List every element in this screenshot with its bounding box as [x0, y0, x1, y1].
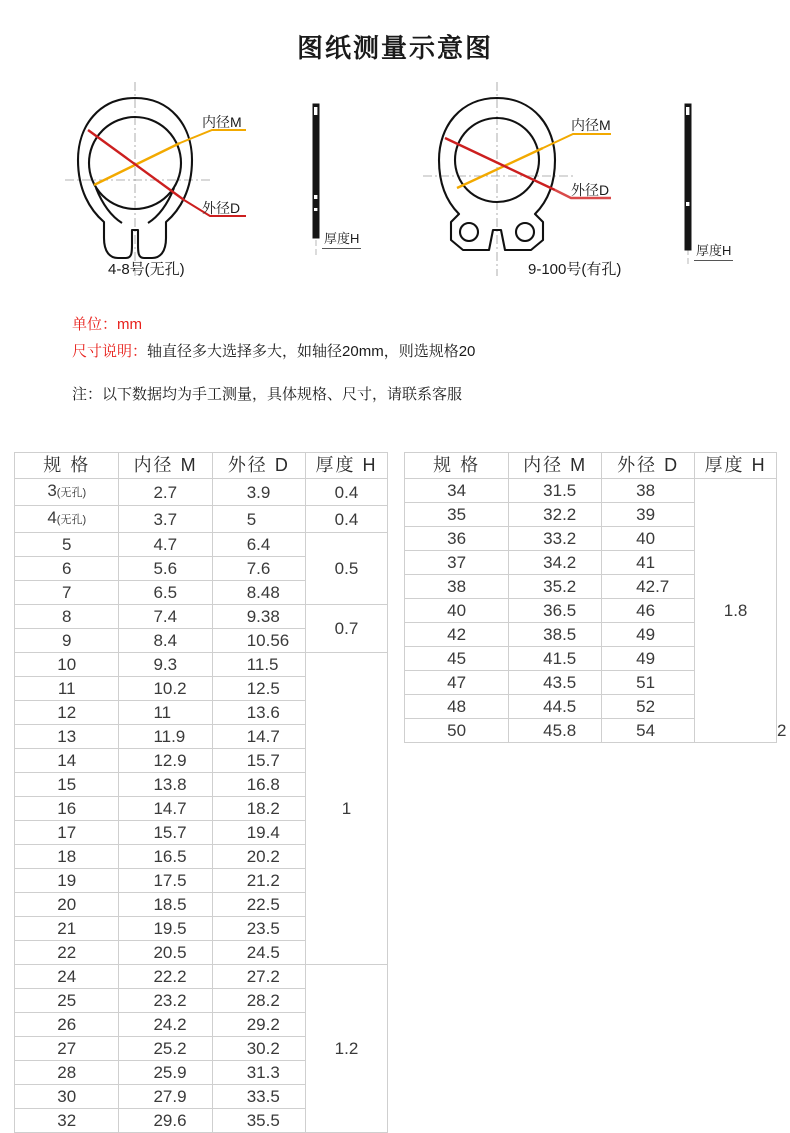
column-header-inner-diameter: 内径 M — [509, 453, 602, 479]
column-header-inner-diameter: 内径 M — [119, 453, 212, 479]
column-header-thickness: 厚度 H — [305, 453, 387, 479]
note-unit — [0, 305, 790, 338]
cell-inner-diameter: 19.5 — [119, 917, 212, 941]
cell-outer-diameter: 29.2 — [212, 1013, 305, 1037]
caption-thickness-right: 厚度H — [694, 240, 733, 261]
cell-thickness: 1.8 — [695, 479, 777, 743]
cell-inner-diameter: 3.7 — [119, 506, 212, 533]
cell-spec: 26 — [15, 1013, 119, 1037]
table-row — [15, 479, 388, 506]
diagram-area — [0, 80, 790, 295]
cell-thickness: 0.4 — [305, 506, 387, 533]
cell-spec: 34 — [405, 479, 509, 503]
cell-spec: 24 — [15, 965, 119, 989]
thickness-break-top — [314, 107, 317, 115]
column-header-spec: 规 格 — [15, 453, 119, 479]
cell-spec: 35 — [405, 503, 509, 527]
cell-thickness: 0.7 — [305, 605, 387, 653]
cell-spec: 16 — [15, 797, 119, 821]
cell-outer-diameter: 9.38 — [212, 605, 305, 629]
cell-outer-diameter: 13.6 — [212, 701, 305, 725]
cell-outer-diameter: 12.5 — [212, 677, 305, 701]
spec-table-right — [404, 452, 777, 743]
cell-spec: 11 — [15, 677, 119, 701]
cell-outer-diameter: 5 — [212, 506, 305, 533]
table-row — [15, 653, 388, 677]
cell-inner-diameter: 23.2 — [119, 989, 212, 1013]
table-row — [15, 506, 388, 533]
cell-outer-diameter: 18.2 — [212, 797, 305, 821]
cell-spec-note: (无孔) — [57, 514, 86, 526]
cell-inner-diameter: 34.2 — [509, 551, 602, 575]
page-title: 图纸测量示意图 — [0, 28, 790, 65]
cell-spec: 21 — [15, 917, 119, 941]
cell-spec: 38 — [405, 575, 509, 599]
table-body — [15, 479, 388, 1133]
ring-with-hole-svg — [415, 80, 665, 280]
cell-outer-diameter: 15.7 — [212, 749, 305, 773]
lug-hole-right-icon — [516, 223, 534, 241]
column-header-outer-diameter: 外径 D — [602, 453, 695, 479]
cell-inner-diameter: 13.8 — [119, 773, 212, 797]
cell-thickness: 0.4 — [305, 479, 387, 506]
cell-outer-diameter: 22.5 — [212, 893, 305, 917]
cell-inner-diameter: 35.2 — [509, 575, 602, 599]
label-inner-diameter: 内径M — [571, 115, 611, 135]
note-unit-label: 单位： — [72, 316, 117, 333]
cell-spec: 6 — [15, 557, 119, 581]
cell-inner-diameter: 31.5 — [509, 479, 602, 503]
caption-ring-with-hole: 9-100号(有孔) — [528, 258, 621, 279]
cell-inner-diameter: 25.9 — [119, 1061, 212, 1085]
cell-spec: 22 — [15, 941, 119, 965]
cell-inner-diameter: 17.5 — [119, 869, 212, 893]
cell-spec: 10 — [15, 653, 119, 677]
cell-inner-diameter: 15.7 — [119, 821, 212, 845]
figure-ring-no-hole — [60, 80, 300, 280]
table-header-row — [15, 453, 388, 479]
cell-outer-diameter: 20.2 — [212, 845, 305, 869]
cell-spec: 3(无孔) — [15, 479, 119, 506]
cell-spec: 13 — [15, 725, 119, 749]
cell-spec: 5 — [15, 533, 119, 557]
cell-outer-diameter: 33.5 — [212, 1085, 305, 1109]
cell-spec: 18 — [15, 845, 119, 869]
thickness-left-svg — [300, 80, 400, 280]
cell-inner-diameter: 14.7 — [119, 797, 212, 821]
cell-outer-diameter: 14.7 — [212, 725, 305, 749]
cell-outer-diameter: 3.9 — [212, 479, 305, 506]
thickness-break-top — [686, 107, 689, 115]
lug-hole-left-icon — [460, 223, 478, 241]
cell-outer-diameter: 6.4 — [212, 533, 305, 557]
cell-outer-diameter: 10.56 — [212, 629, 305, 653]
cell-thickness: 1 — [305, 653, 387, 965]
column-header-thickness: 厚度 H — [695, 453, 777, 479]
cell-spec: 4(无孔) — [15, 506, 119, 533]
thickness-break-low — [314, 208, 317, 211]
column-header-spec: 规 格 — [405, 453, 509, 479]
cell-outer-diameter: 28.2 — [212, 989, 305, 1013]
cell-outer-diameter: 41 — [602, 551, 695, 575]
inner-diameter-line — [94, 143, 180, 185]
cell-outer-diameter: 11.5 — [212, 653, 305, 677]
cell-spec: 47 — [405, 671, 509, 695]
cell-spec: 36 — [405, 527, 509, 551]
cell-outer-diameter: 30.2 — [212, 1037, 305, 1061]
cell-spec: 12 — [15, 701, 119, 725]
table-row — [15, 605, 388, 629]
cell-spec: 50 — [405, 719, 509, 743]
table-header-row — [405, 453, 777, 479]
cell-outer-diameter: 46 — [602, 599, 695, 623]
cell-outer-diameter: 51 — [602, 671, 695, 695]
caption-thickness-left: 厚度H — [322, 228, 361, 249]
column-header-outer-diameter: 外径 D — [212, 453, 305, 479]
cell-spec: 28 — [15, 1061, 119, 1085]
cell-outer-diameter: 39 — [602, 503, 695, 527]
cell-spec: 48 — [405, 695, 509, 719]
notes-block — [0, 305, 790, 408]
cell-spec: 8 — [15, 605, 119, 629]
figure-thickness-left — [300, 80, 400, 280]
cell-inner-diameter: 32.2 — [509, 503, 602, 527]
cell-outer-diameter: 7.6 — [212, 557, 305, 581]
table-row — [405, 479, 777, 503]
cell-inner-diameter: 45.8 — [509, 719, 602, 743]
cell-thickness: 1.2 — [305, 965, 387, 1133]
cell-spec: 17 — [15, 821, 119, 845]
cell-outer-diameter: 54 — [602, 719, 695, 743]
thickness-break-mid — [314, 195, 317, 199]
table-body — [405, 479, 777, 743]
cell-inner-diameter: 5.6 — [119, 557, 212, 581]
figure-thickness-right — [672, 80, 782, 280]
cell-inner-diameter: 2.7 — [119, 479, 212, 506]
cell-outer-diameter: 24.5 — [212, 941, 305, 965]
cell-inner-diameter: 38.5 — [509, 623, 602, 647]
inner-diameter-line — [457, 148, 543, 188]
cell-inner-diameter: 18.5 — [119, 893, 212, 917]
cell-spec: 9 — [15, 629, 119, 653]
cell-spec: 25 — [15, 989, 119, 1013]
table-row — [15, 533, 388, 557]
cell-outer-diameter: 31.3 — [212, 1061, 305, 1085]
thickness-bar — [313, 104, 319, 238]
cell-outer-diameter: 21.2 — [212, 869, 305, 893]
cell-inner-diameter: 41.5 — [509, 647, 602, 671]
cell-inner-diameter: 29.6 — [119, 1109, 212, 1133]
thickness-break-mid — [686, 202, 689, 206]
cell-spec: 45 — [405, 647, 509, 671]
cell-inner-diameter: 36.5 — [509, 599, 602, 623]
note-size-value: 轴直径多大选择多大，如轴径20mm，则选规格20 — [147, 343, 475, 360]
cell-spec: 27 — [15, 1037, 119, 1061]
cell-inner-diameter: 22.2 — [119, 965, 212, 989]
cell-inner-diameter: 33.2 — [509, 527, 602, 551]
cell-outer-diameter: 42.7 — [602, 575, 695, 599]
cell-inner-diameter: 11.9 — [119, 725, 212, 749]
caption-ring-no-hole: 4-8号(无孔) — [108, 258, 185, 279]
table-row — [15, 965, 388, 989]
cell-inner-diameter: 11 — [119, 701, 212, 725]
note-size — [0, 338, 790, 365]
cell-spec: 14 — [15, 749, 119, 773]
cell-spec: 37 — [405, 551, 509, 575]
note-remark: 注：以下数据均为手工测量，具体规格、尺寸，请联系客服 — [0, 365, 790, 408]
cell-spec: 40 — [405, 599, 509, 623]
cell-inner-diameter: 44.5 — [509, 695, 602, 719]
cell-outer-diameter: 40 — [602, 527, 695, 551]
cell-inner-diameter: 10.2 — [119, 677, 212, 701]
cell-inner-diameter: 16.5 — [119, 845, 212, 869]
cell-inner-diameter: 25.2 — [119, 1037, 212, 1061]
cell-outer-diameter: 27.2 — [212, 965, 305, 989]
cell-spec: 19 — [15, 869, 119, 893]
label-outer-diameter: 外径D — [202, 198, 240, 218]
cell-spec-note: (无孔) — [57, 487, 86, 499]
cell-inner-diameter: 4.7 — [119, 533, 212, 557]
label-inner-diameter: 内径M — [202, 112, 242, 132]
figure-ring-with-hole — [415, 80, 665, 280]
cell-inner-diameter: 9.3 — [119, 653, 212, 677]
cell-inner-diameter: 43.5 — [509, 671, 602, 695]
cell-inner-diameter: 6.5 — [119, 581, 212, 605]
cell-outer-diameter: 16.8 — [212, 773, 305, 797]
cell-outer-diameter: 49 — [602, 623, 695, 647]
cell-outer-diameter: 35.5 — [212, 1109, 305, 1133]
label-outer-diameter: 外径D — [571, 180, 609, 200]
note-size-label: 尺寸说明： — [72, 343, 147, 360]
note-unit-value: mm — [117, 316, 142, 333]
spec-table-left — [14, 452, 388, 1133]
ring-no-hole-svg — [60, 80, 300, 280]
cell-spec: 30 — [15, 1085, 119, 1109]
cell-outer-diameter: 23.5 — [212, 917, 305, 941]
cell-spec: 15 — [15, 773, 119, 797]
cell-inner-diameter: 8.4 — [119, 629, 212, 653]
cell-outer-diameter: 8.48 — [212, 581, 305, 605]
cell-inner-diameter: 7.4 — [119, 605, 212, 629]
cell-outer-diameter: 38 — [602, 479, 695, 503]
cell-thickness: 0.5 — [305, 533, 387, 605]
cell-inner-diameter: 20.5 — [119, 941, 212, 965]
thickness-bar — [685, 104, 691, 250]
cell-outer-diameter: 52 — [602, 695, 695, 719]
cell-spec: 20 — [15, 893, 119, 917]
outer-diameter-line — [88, 130, 184, 200]
cell-spec: 32 — [15, 1109, 119, 1133]
cell-spec: 7 — [15, 581, 119, 605]
cell-spec: 42 — [405, 623, 509, 647]
cell-inner-diameter: 24.2 — [119, 1013, 212, 1037]
cell-outer-diameter: 49 — [602, 647, 695, 671]
cell-outer-diameter: 19.4 — [212, 821, 305, 845]
cell-inner-diameter: 12.9 — [119, 749, 212, 773]
cell-inner-diameter: 27.9 — [119, 1085, 212, 1109]
